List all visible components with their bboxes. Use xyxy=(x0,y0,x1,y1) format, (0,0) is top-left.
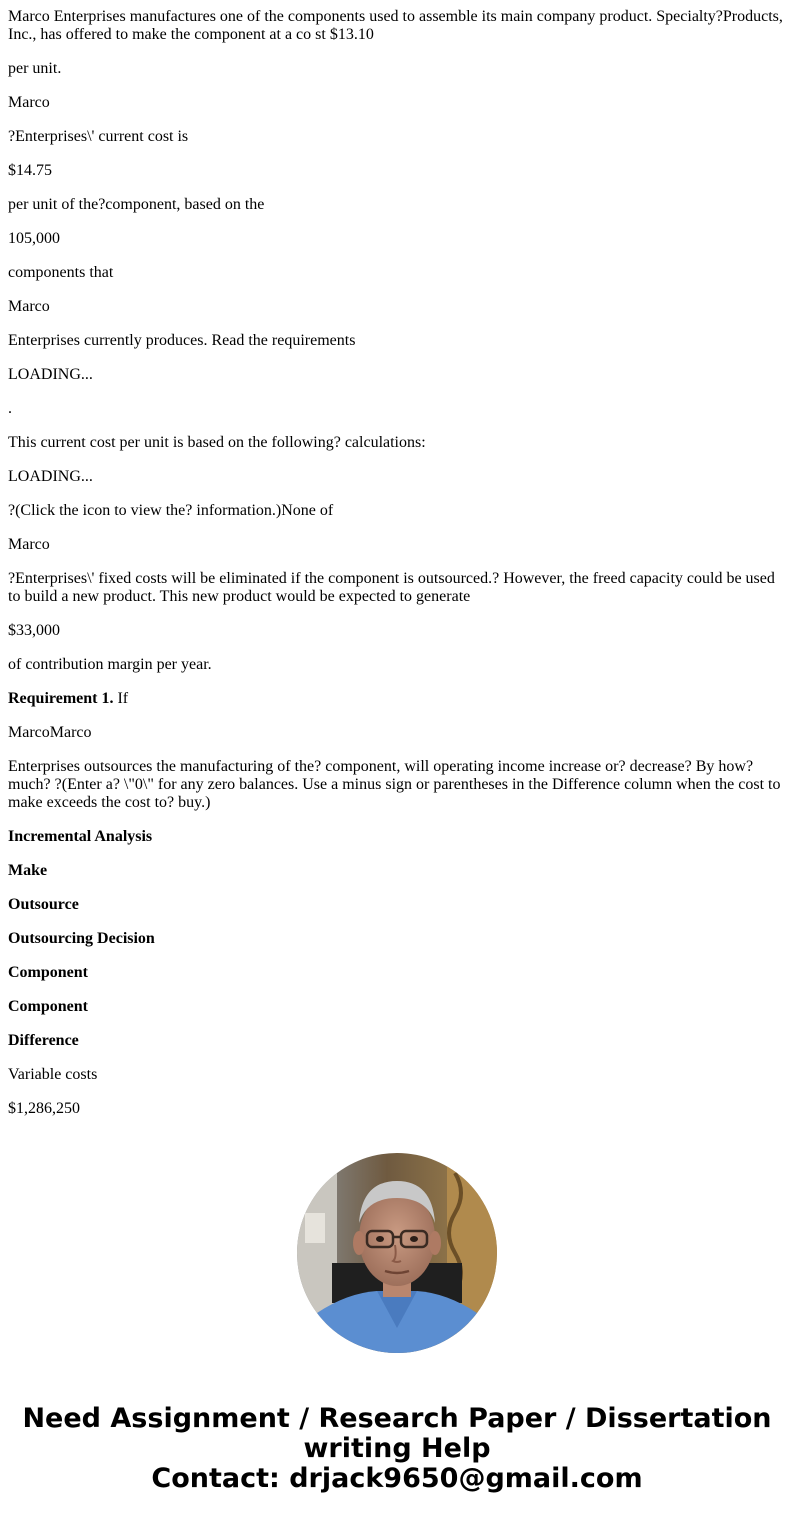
paragraph: . xyxy=(8,400,12,417)
paragraph: ?(Click the icon to view the? information.)None of xyxy=(8,502,334,519)
banner-contact: Contact: drjack9650@gmail.com xyxy=(151,1463,643,1494)
table-heading: Incremental Analysis xyxy=(8,828,153,845)
paragraph: Marco xyxy=(8,298,50,315)
column-header: Make xyxy=(8,862,48,879)
paragraph-fixed-costs: ?Enterprises\' fixed costs will be eliminated if the component is outsourced.? However, the freed capacity could be used to build a new product. This new product would be expected to generate xyxy=(8,570,775,605)
paragraph: per unit of the?component, based on the xyxy=(8,196,265,213)
paragraph: per unit. xyxy=(8,60,62,77)
paragraph-current-cost: $14.75 xyxy=(8,162,52,179)
paragraph: Marco xyxy=(8,94,50,111)
paragraph-intro: Marco Enterprises manufactures one of the components used to assemble its main company product. Specialty?Products, Inc., has offered to make the component at a co st $13.10 xyxy=(8,8,783,43)
document-body xyxy=(8,8,786,1134)
paragraph-contribution-margin: $33,000 xyxy=(8,622,60,639)
paragraph: Marco xyxy=(8,536,50,553)
column-header: Component xyxy=(8,998,89,1015)
cell-value: $1,286,250 xyxy=(8,1100,80,1117)
portrait-photo xyxy=(297,1153,497,1353)
row-label: Variable costs xyxy=(8,1066,98,1083)
paragraph: components that xyxy=(8,264,114,281)
paragraph: This current cost per unit is based on the following? calculations: xyxy=(8,434,426,451)
requirement-heading: Requirement 1. If xyxy=(8,690,129,707)
column-header: Outsourcing Decision xyxy=(8,930,155,947)
paragraph-component-count: 105,000 xyxy=(8,230,60,247)
loading-placeholder: LOADING... xyxy=(8,468,93,485)
paragraph: MarcoMarco xyxy=(8,724,92,741)
banner-line-1: Need Assignment / Research Paper / Dissertation xyxy=(22,1403,772,1434)
author-avatar xyxy=(297,1153,497,1353)
column-header: Outsource xyxy=(8,896,79,913)
paragraph-instructions: Enterprises outsources the manufacturing of the? component, will operating income increase or? decrease? By how? much? ?(Enter a? \"0\" for any zero balances. Use a minus sign or parentheses in the Difference column when the cost to make exceeds the cost to? buy.) xyxy=(8,758,781,811)
banner-line-2: writing Help xyxy=(303,1433,491,1464)
paragraph: ?Enterprises\' current cost is xyxy=(8,128,189,145)
column-header: Component xyxy=(8,964,89,981)
promo-banner xyxy=(0,1404,794,1494)
column-header: Difference xyxy=(8,1032,79,1049)
requirement-label: Requirement 1. xyxy=(8,690,114,707)
paragraph-requirements-link: Enterprises currently produces. Read the requirements xyxy=(8,332,356,349)
paragraph: of contribution margin per year. xyxy=(8,656,212,673)
loading-placeholder: LOADING... xyxy=(8,366,93,383)
